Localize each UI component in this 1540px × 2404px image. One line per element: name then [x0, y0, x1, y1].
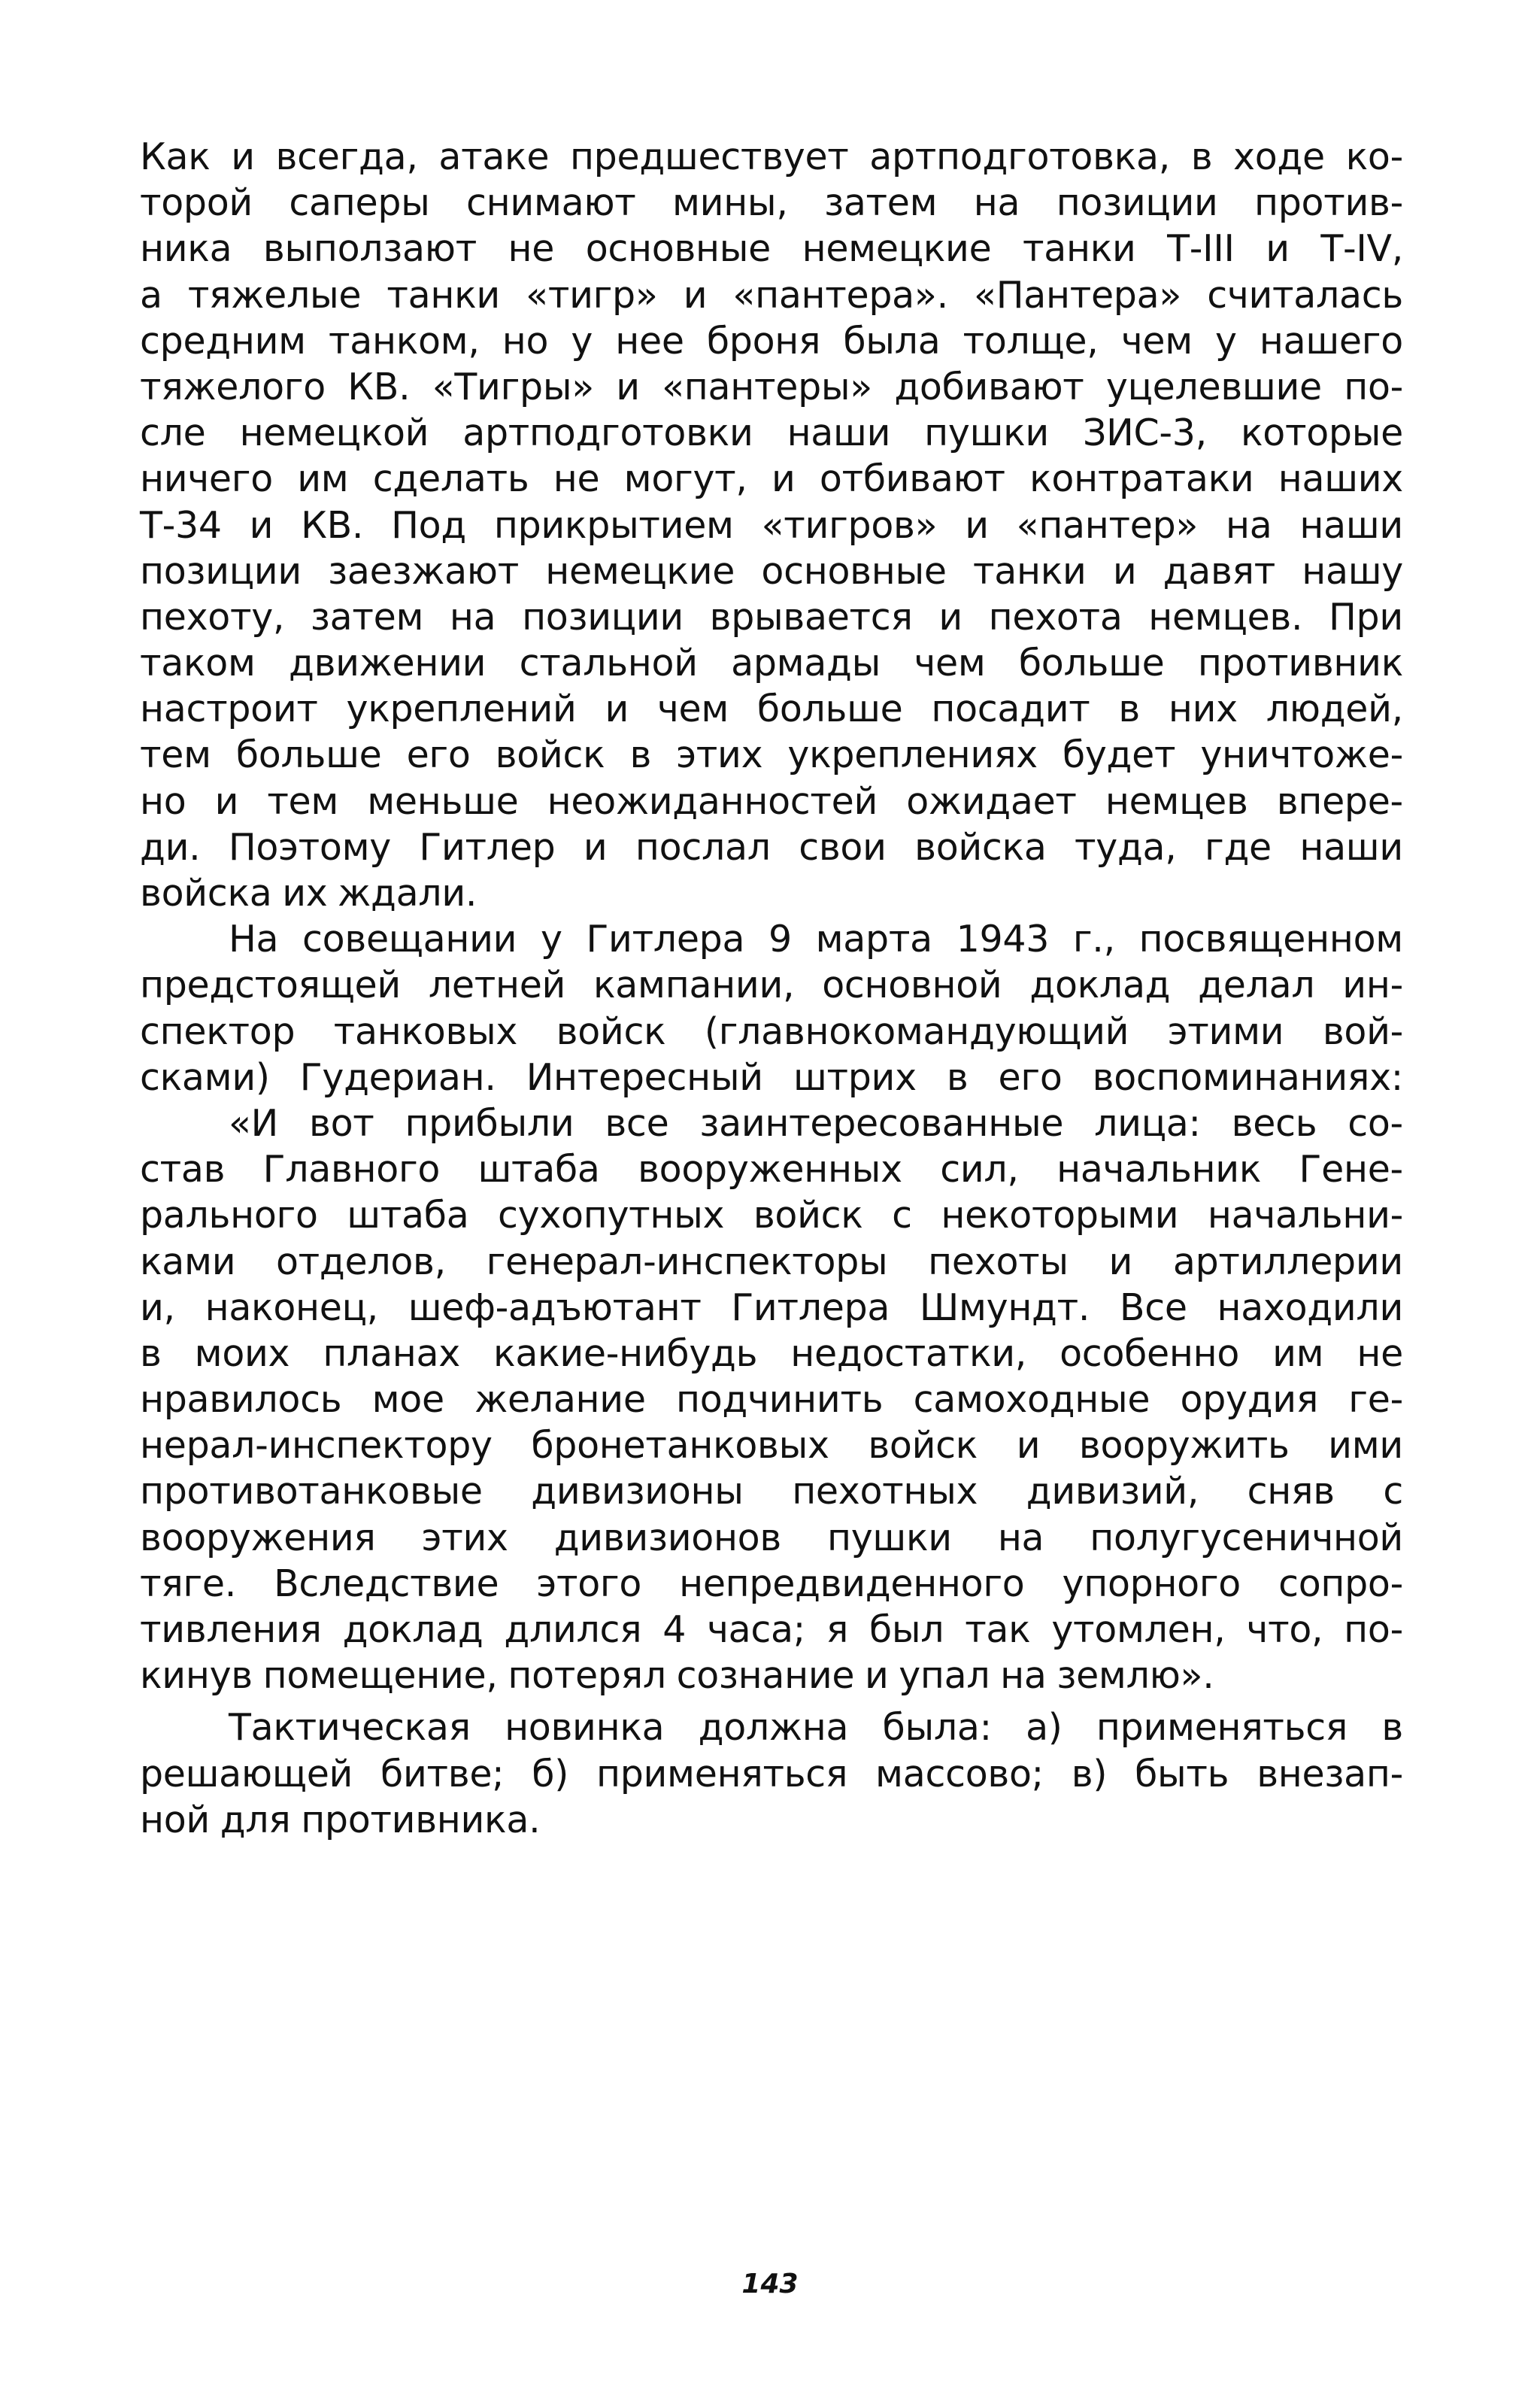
text-line: настроит укреплений и чем больше посадит в них людей, — [140, 688, 1403, 731]
text-line: таком движении стальной армады чем больше противник — [140, 642, 1403, 685]
paragraph — [140, 1704, 1403, 1843]
text-line: ди. Поэтому Гитлер и послал свои войска туда, где наши — [140, 825, 1403, 869]
text-line: нравилось мое желание подчинить самоходные орудия ге- — [140, 1378, 1403, 1422]
quote-paragraph — [140, 1100, 1403, 1698]
body-text — [140, 134, 1403, 1843]
text-line: пехоту, затем на позиции врывается и пехота немцев. При — [140, 595, 1403, 639]
text-line: сле немецкой артподготовки наши пушки ЗИС-3, которые — [140, 411, 1403, 455]
text-line: позиции заезжают немецкие основные танки и давят нашу — [140, 549, 1403, 593]
text-line: противотанковые дивизионы пехотных дивизий, сняв с — [140, 1470, 1403, 1513]
text-line: став Главного штаба вооруженных сил, начальник Гене- — [140, 1148, 1403, 1191]
text-line: решающей битве; б) применяться массово; в) быть внезап- — [140, 1752, 1403, 1795]
text-line: Как и всегда, атаке предшествует артподготовка, в ходе ко- — [140, 135, 1403, 178]
text-line: «И вот прибыли все заинтересованные лица: весь со- — [229, 1101, 1403, 1145]
text-line: но и тем меньше неожиданностей ожидает немцев впере- — [140, 779, 1403, 823]
text-line: а тяжелые танки «тигр» и «пантера». «Пантера» считалась — [140, 273, 1403, 317]
text-line: ной для противника. — [140, 1798, 541, 1841]
text-line: сками) Гудериан. Интересный штрих в его воспоминаниях: — [140, 1055, 1403, 1099]
text-line: тяге. Вследствие этого непредвиденного упорного сопро- — [140, 1562, 1403, 1605]
text-line: тем больше его войск в этих укреплениях будет уничтоже- — [140, 733, 1403, 777]
text-line: рального штаба сухопутных войск с некоторыми начальни- — [140, 1194, 1403, 1237]
page-number: 143 — [741, 2269, 799, 2299]
text-line: предстоящей летней кампании, основной доклад делал ин- — [140, 964, 1403, 1007]
text-line: и, наконец, шеф-адъютант Гитлера Шмундт. Все находили — [140, 1285, 1403, 1329]
text-line: средним танком, но у нее броня была толще, чем у нашего — [140, 319, 1403, 363]
text-line: спектор танковых войск (главнокомандующий этими вой- — [140, 1009, 1403, 1053]
text-line: ками отделов, генерал-инспекторы пехоты и артиллерии — [140, 1240, 1403, 1283]
text-line: Т-34 и КВ. Под прикрытием «тигров» и «пантер» на наши — [140, 503, 1403, 547]
text-line: кинув помещение, потерял сознание и упал на землю». — [140, 1654, 1214, 1698]
paragraph — [140, 916, 1403, 1100]
text-line: нерал-инспектору бронетанковых войск и вооружить ими — [140, 1424, 1403, 1468]
text-line: торой саперы снимают мины, затем на позиции против- — [140, 181, 1403, 225]
text-line: ничего им сделать не могут, и отбивают контратаки наших — [140, 457, 1403, 501]
text-line: тивления доклад длился 4 часа; я был так утомлен, что, по- — [140, 1608, 1403, 1651]
text-line: На совещании у Гитлера 9 марта 1943 г., посвященном — [229, 918, 1403, 961]
text-line: ника выползают не основные немецкие танки Т-III и Т-IV, — [140, 227, 1403, 271]
text-line: вооружения этих дивизионов пушки на полугусеничной — [140, 1516, 1403, 1559]
text-line: тяжелого КВ. «Тигры» и «пантеры» добивают уцелевшие по- — [140, 365, 1403, 408]
text-line: в моих планах какие-нибудь недостатки, особенно им не — [140, 1331, 1403, 1375]
paragraph — [140, 134, 1403, 916]
text-line: войска их ждали. — [140, 872, 477, 915]
text-line: Тактическая новинка должна была: а) применяться в — [229, 1706, 1403, 1750]
